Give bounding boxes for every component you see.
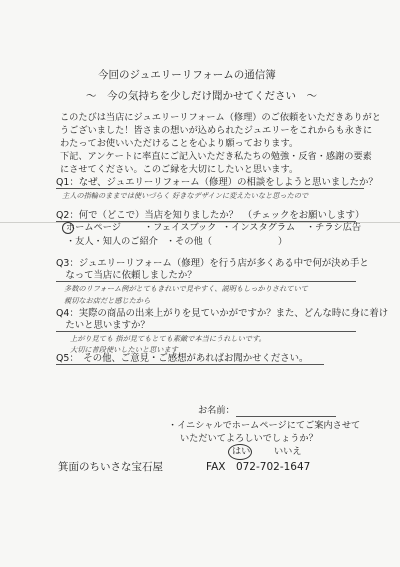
q4-answer-line2: 大切に普段使いしたいと思います bbox=[70, 345, 178, 354]
q3-label-line1: Q3：ジュエリーリフォーム（修理）を行う店が多くある中で何が決め手と bbox=[56, 258, 369, 269]
q4-underline bbox=[56, 331, 356, 332]
q5-underline bbox=[56, 364, 324, 365]
q2-option-facebook: ・フェイスブック bbox=[144, 222, 217, 233]
q1-underline bbox=[56, 188, 364, 189]
fax-number: FAX 072-702-1647 bbox=[206, 461, 311, 473]
intro-line: うございました！皆さまの想いが込められたジュエリーをこれからも永きに bbox=[60, 125, 373, 136]
intro-line: にさせてください。このご縁を大切にしたいと思います。 bbox=[60, 164, 299, 175]
initial-consent-line2: いただいてよろしいでしょうか？ bbox=[180, 433, 318, 444]
q3-label-line2: なって当店に依頼しましたか？ bbox=[56, 270, 197, 281]
intro-line: このたびは当店にジュエリーリフォーム（修理）のご依頼をいただきありがと bbox=[60, 112, 381, 123]
initial-consent-line1: ・イニシャルでホームページにてご案内させて bbox=[168, 420, 361, 431]
q4-answer-line1: 上がり見ても 指が見てもとても素敵で本当にうれしいです。 bbox=[70, 334, 266, 343]
q3-answer-line1: 多数のリフォーム例がとてもきれいで見やすく、説明もしっかりされていて bbox=[64, 284, 308, 293]
q4-label-line1: Q4：実際の商品の出来上がりを見ていかがですか？また、どんな時に身に着け bbox=[56, 308, 389, 319]
yes-option[interactable]: はい bbox=[232, 446, 251, 457]
intro-line: 下記、アンケートに率直にご記入いただき私たちの勉強・反省・感謝の要素 bbox=[60, 151, 372, 162]
no-option[interactable]: いいえ bbox=[274, 446, 302, 457]
shop-name: 箕面のちいさな宝石屋 bbox=[58, 461, 163, 473]
q3-underline bbox=[56, 281, 356, 282]
q2-option-other: ・その他（ bbox=[166, 236, 212, 247]
name-field[interactable] bbox=[236, 416, 336, 417]
name-label: お名前： bbox=[198, 405, 235, 416]
q2-option-flyer: ・チラシ広告 bbox=[306, 222, 362, 233]
form-title: 今回のジュエリーリフォームの通信簿 bbox=[98, 69, 276, 81]
q5-label: Q5： その他、ご意見・ご感想があればお聞かせください。 bbox=[56, 353, 309, 364]
q4-label-line2: たいと思いますか？ bbox=[56, 320, 150, 331]
q2-label: Q2：何で（どこで）当店を知りましたか？ （チェックをお願いします） bbox=[56, 210, 365, 221]
q2-option-referral: ・友人・知人のご紹介 bbox=[66, 236, 158, 247]
q1-label: Q1：なぜ、ジュエリーリフォーム（修理）の相談をしようと思いましたか？ bbox=[56, 177, 378, 188]
intro-line: わたってお使いいただけることを心より願っております。 bbox=[60, 138, 299, 149]
q2-option-other-close: ） bbox=[278, 236, 288, 247]
q3-answer-line2: 親切なお店だと感じたから bbox=[64, 296, 151, 305]
q2-option-homepage: ホームページ bbox=[66, 222, 121, 233]
form-subtitle: 〜 今の気持ちを少しだけ聞かせてください 〜 bbox=[86, 90, 317, 102]
q1-answer: 主人の指輪のままでは使いづらく 好きなデザインに変えたいなと思ったので bbox=[62, 191, 309, 200]
q2-option-instagram: ・インスタグラム bbox=[222, 222, 296, 233]
